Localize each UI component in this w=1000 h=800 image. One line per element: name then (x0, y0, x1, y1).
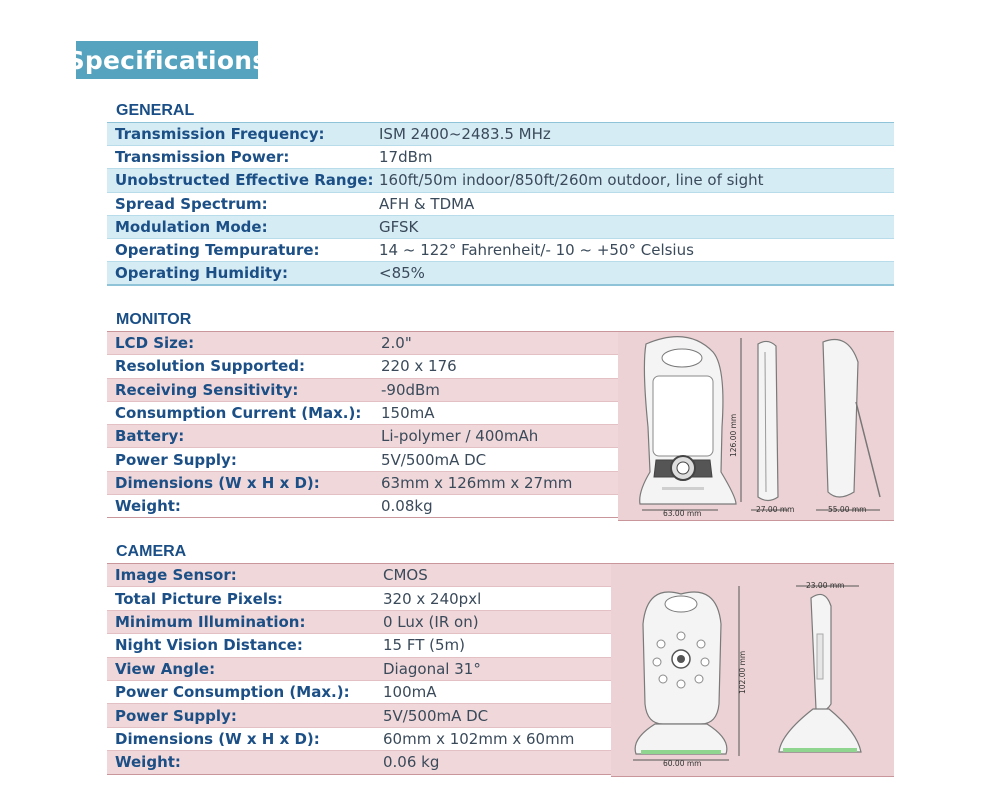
camera-spec-row (107, 657, 611, 680)
monitor-spec-label: LCD Size: (115, 334, 195, 353)
camera-spec-value: 15 FT (5m) (383, 636, 466, 655)
monitor-spec-label: Receiving Sensitivity: (115, 380, 299, 399)
camera-spec-value: 5V/500mA DC (383, 706, 489, 725)
general-spec-row (107, 215, 894, 238)
camera-spec-value: 60mm x 102mm x 60mm (383, 729, 575, 748)
camera-height-label: 102.00 mm (738, 650, 747, 694)
monitor-dimension-drawing (618, 331, 894, 521)
monitor-width-label: 63.00 mm (663, 509, 702, 518)
camera-spec-label: Minimum Illumination: (115, 612, 306, 631)
camera-spec-value: 100mA (383, 683, 437, 702)
monitor-spec-value: 2.0" (381, 334, 412, 353)
monitor-title: MONITOR (116, 311, 192, 328)
camera-section (107, 541, 894, 781)
monitor-spec-row (107, 447, 618, 470)
monitor-depth-label: 27.00 mm (756, 505, 795, 514)
general-spec-row (107, 168, 894, 191)
general-spec-row (107, 261, 894, 284)
camera-spec-label: Weight: (115, 753, 181, 772)
general-title: GENERAL (116, 102, 195, 119)
monitor-spec-row (107, 424, 618, 447)
camera-spec-value: 0.06 kg (383, 753, 440, 772)
monitor-spec-label: Dimensions (W x H x D): (115, 473, 320, 492)
camera-spec-row (107, 703, 611, 726)
monitor-spec-label: Power Supply: (115, 450, 237, 469)
camera-spec-row (107, 727, 611, 750)
camera-spec-value: Diagonal 31° (383, 659, 481, 678)
general-spec-value: ISM 2400~2483.5 MHz (379, 125, 551, 144)
monitor-spec-row (107, 494, 618, 517)
camera-title: CAMERA (116, 543, 187, 560)
monitor-drawing-svg (618, 332, 894, 520)
general-table (107, 122, 894, 286)
camera-spec-label: Night Vision Distance: (115, 636, 303, 655)
camera-spec-label: Power Supply: (115, 706, 237, 725)
general-spec-value: <85% (379, 264, 425, 283)
camera-spec-label: Dimensions (W x H x D): (115, 729, 320, 748)
monitor-spec-row (107, 401, 618, 424)
camera-spec-value: 0 Lux (IR on) (383, 612, 479, 631)
general-spec-value: 160ft/50m indoor/850ft/260m outdoor, line of sight (379, 171, 764, 190)
monitor-spec-row (107, 378, 618, 401)
camera-spec-row (107, 750, 611, 773)
monitor-spec-label: Consumption Current (Max.): (115, 404, 362, 423)
camera-depth-label: 23.00 mm (806, 581, 845, 590)
camera-spec-row (107, 586, 611, 609)
monitor-spec-label: Battery: (115, 427, 185, 446)
camera-spec-label: Image Sensor: (115, 566, 237, 585)
general-section (107, 98, 894, 290)
general-spec-label: Spread Spectrum: (115, 194, 268, 213)
camera-spec-label: View Angle: (115, 659, 216, 678)
general-spec-value: GFSK (379, 217, 419, 236)
general-spec-row (107, 123, 894, 145)
general-spec-label: Unobstructed Effective Range: (115, 171, 374, 190)
camera-spec-row (107, 633, 611, 656)
camera-spec-row (107, 680, 611, 703)
monitor-spec-value: 0.08kg (381, 497, 433, 516)
monitor-spec-label: Resolution Supported: (115, 357, 306, 376)
monitor-spec-row (107, 332, 618, 354)
page-title: Specifications (76, 41, 258, 79)
general-spec-row (107, 192, 894, 215)
camera-spec-row (107, 610, 611, 633)
monitor-spec-row (107, 471, 618, 494)
camera-dimension-drawing (611, 563, 894, 777)
general-spec-value: 17dBm (379, 148, 433, 167)
general-spec-label: Transmission Frequency: (115, 125, 325, 144)
monitor-height-label: 126.00 mm (729, 413, 738, 457)
monitor-spec-value: 150mA (381, 404, 435, 423)
camera-spec-value: 320 x 240pxl (383, 589, 482, 608)
camera-drawing-svg (611, 564, 894, 776)
monitor-stand-label: 55.00 mm (828, 505, 867, 514)
monitor-spec-value: -90dBm (381, 380, 440, 399)
monitor-spec-value: 5V/500mA DC (381, 450, 487, 469)
general-spec-label: Transmission Power: (115, 148, 290, 167)
monitor-spec-label: Weight: (115, 497, 181, 516)
camera-width-label: 60.00 mm (663, 759, 702, 768)
general-spec-label: Operating Humidity: (115, 264, 288, 283)
monitor-spec-row (107, 354, 618, 377)
monitor-spec-value: 220 x 176 (381, 357, 457, 376)
general-spec-value: 14 ~ 122° Fahrenheit/- 10 ~ +50° Celsius (379, 241, 694, 260)
camera-spec-label: Total Picture Pixels: (115, 589, 283, 608)
camera-table (107, 563, 611, 775)
general-spec-label: Operating Tempurature: (115, 241, 320, 260)
general-spec-row (107, 145, 894, 168)
monitor-table (107, 331, 618, 518)
camera-spec-value: CMOS (383, 566, 428, 585)
general-spec-row (107, 238, 894, 261)
monitor-section (107, 309, 894, 524)
monitor-spec-value: 63mm x 126mm x 27mm (381, 473, 573, 492)
camera-spec-row (107, 564, 611, 586)
general-spec-label: Modulation Mode: (115, 217, 268, 236)
camera-spec-label: Power Consumption (Max.): (115, 683, 350, 702)
monitor-spec-value: Li-polymer / 400mAh (381, 427, 539, 446)
general-spec-value: AFH & TDMA (379, 194, 475, 213)
